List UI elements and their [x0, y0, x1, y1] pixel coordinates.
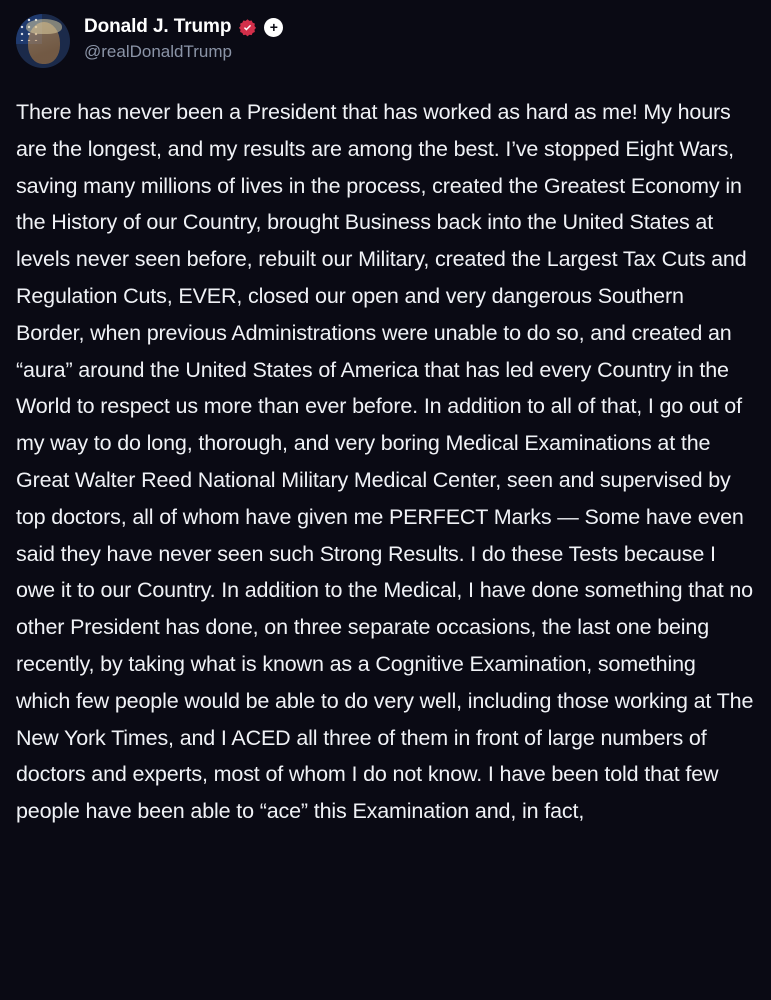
author-name-row — [84, 16, 283, 38]
avatar[interactable] — [16, 14, 70, 68]
verified-check-icon[interactable] — [238, 18, 257, 37]
author-name-block — [84, 14, 283, 62]
author-display-name: Donald J. Trump — [84, 16, 232, 37]
plus-badge-icon[interactable]: + — [264, 18, 283, 37]
post-text: There has never been a President that has worked as hard as me! My hours are the longest, and my results are among the best. I’ve stopped Eight Wars, saving many millions of lives in the process, created the Greatest Economy in the History of our Country, brought Business back into the United States at levels never seen before, rebuilt our Military, created the Largest Tax Cuts and Regulation Cuts, EVER, closed our open and very dangerous Southern Border, when previous Administrations were unable to do so, and created an “aura” around the United States of America that has led every Country in the World to respect us more than ever before. In addition to all of that, I go out of my way to do long, thorough, and very boring Medical Examinations at the Great Walter Reed National Military Medical Center, seen and supervised by top doctors, all of whom have given me PERFECT Marks — Some have even said they have never seen such Strong Results. I do these Tests because I owe it to our Country. In addition to the Medical, I have done something that no other President has done, on three separate occasions, the last one being recently, by taking what is known as a Cognitive Examination, something which few people would be able to do very well, including those working at The New York Times, and I ACED all three of them in front of large numbers of doctors and experts, most of whom I do not know. I have been told that few people have been able to “ace” this Examination and, in fact, — [16, 100, 760, 824]
portrait-hair-shape — [26, 19, 62, 34]
post-header — [0, 0, 771, 68]
author-handle[interactable]: @realDonaldTrump — [84, 42, 232, 61]
